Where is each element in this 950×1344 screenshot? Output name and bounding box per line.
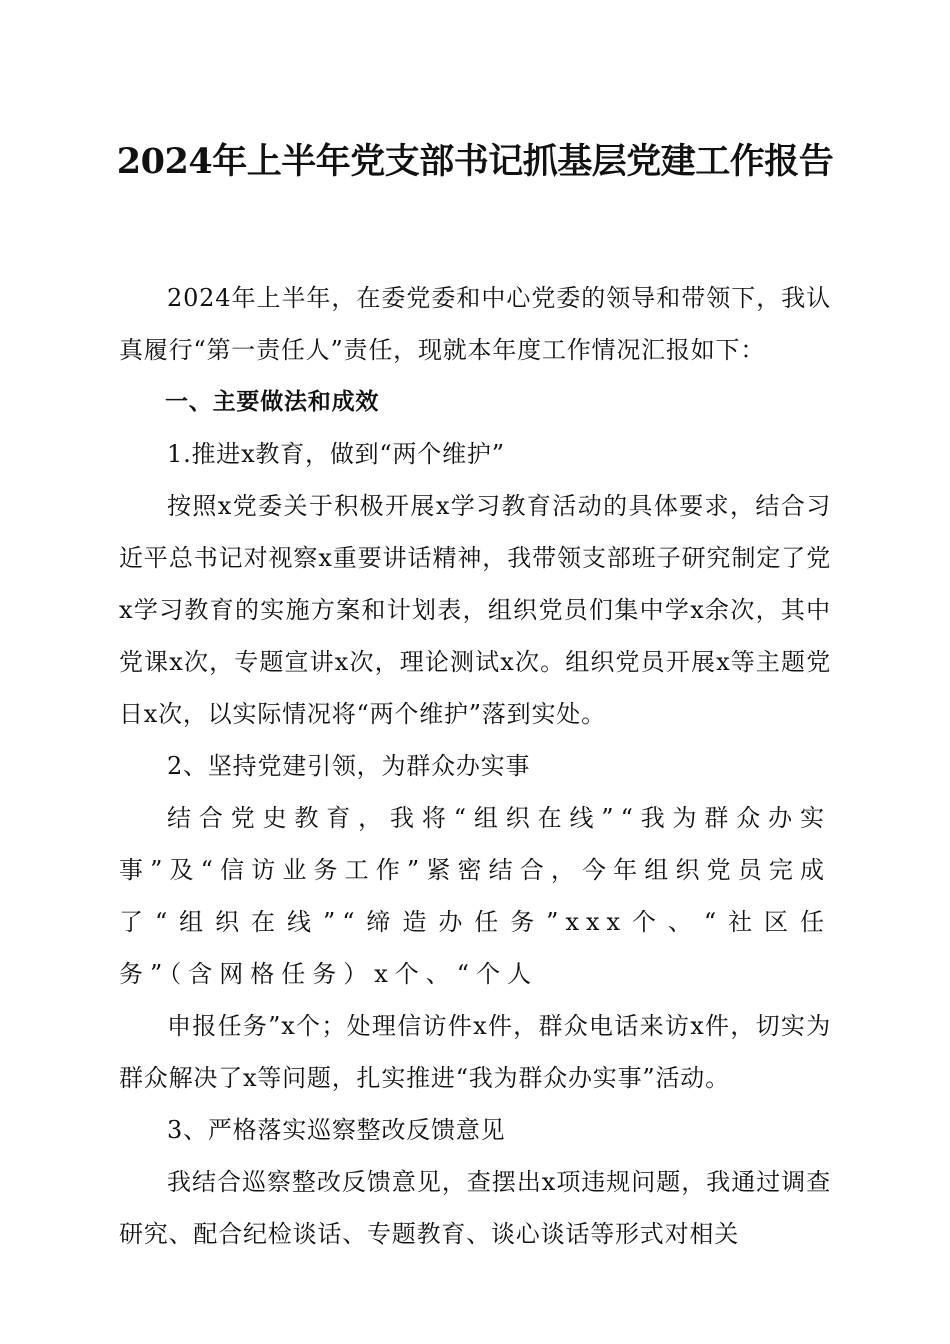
paragraph-3: 申报任务”x个；处理信访件x件，群众电话来访x件，切实为群众解决了x等问题，扎实推进“我为群众办实事”活动。 [119,1012,831,1092]
subheading-1: 1.推进x教育，做到“两个维护” [167,440,505,468]
subheading-2: 2、坚持党建引领，为群众办实事 [167,752,531,780]
subheading-3: 3、严格落实巡察整改反馈意见 [167,1116,506,1144]
intro-paragraph: 2024年上半年，在委党委和中心党委的领导和带领下，我认真履行“第一责任人”责任，现就本年度工作情况汇报如下： [119,284,831,364]
paragraph-1: 按照x党委关于积极开展x学习教育活动的具体要求，结合习近平总书记对视察x重要讲话精神，我带领支部班子研究制定了党x学习教育的实施方案和计划表，组织党员们集中学x余次，其中党课x次，专题宣讲x次，理论测试x次。组织党员开展x等主题党日x次，以实际情况将“两个维护”落到实处。 [119,492,831,728]
document-title: 2024年上半年党支部书记抓基层党建工作报告 [116,141,834,182]
document-body [119,272,831,1260]
paragraph-4: 我结合巡察整改反馈意见，查摆出x项违规问题，我通过调查研究、配合纪检谈话、专题教育、谈心谈话等形式对相关 [119,1168,831,1248]
section-heading: 一、主要做法和成效 [165,389,380,415]
paragraph-2: 结合党史教育，我将“组织在线”“我为群众办实事”及“信访业务工作”紧密结合，今年组织党员完成了“组织在线”“缔造办任务”xxx个、“社区任务”（含网格任务）x个、“个人 [119,804,831,988]
